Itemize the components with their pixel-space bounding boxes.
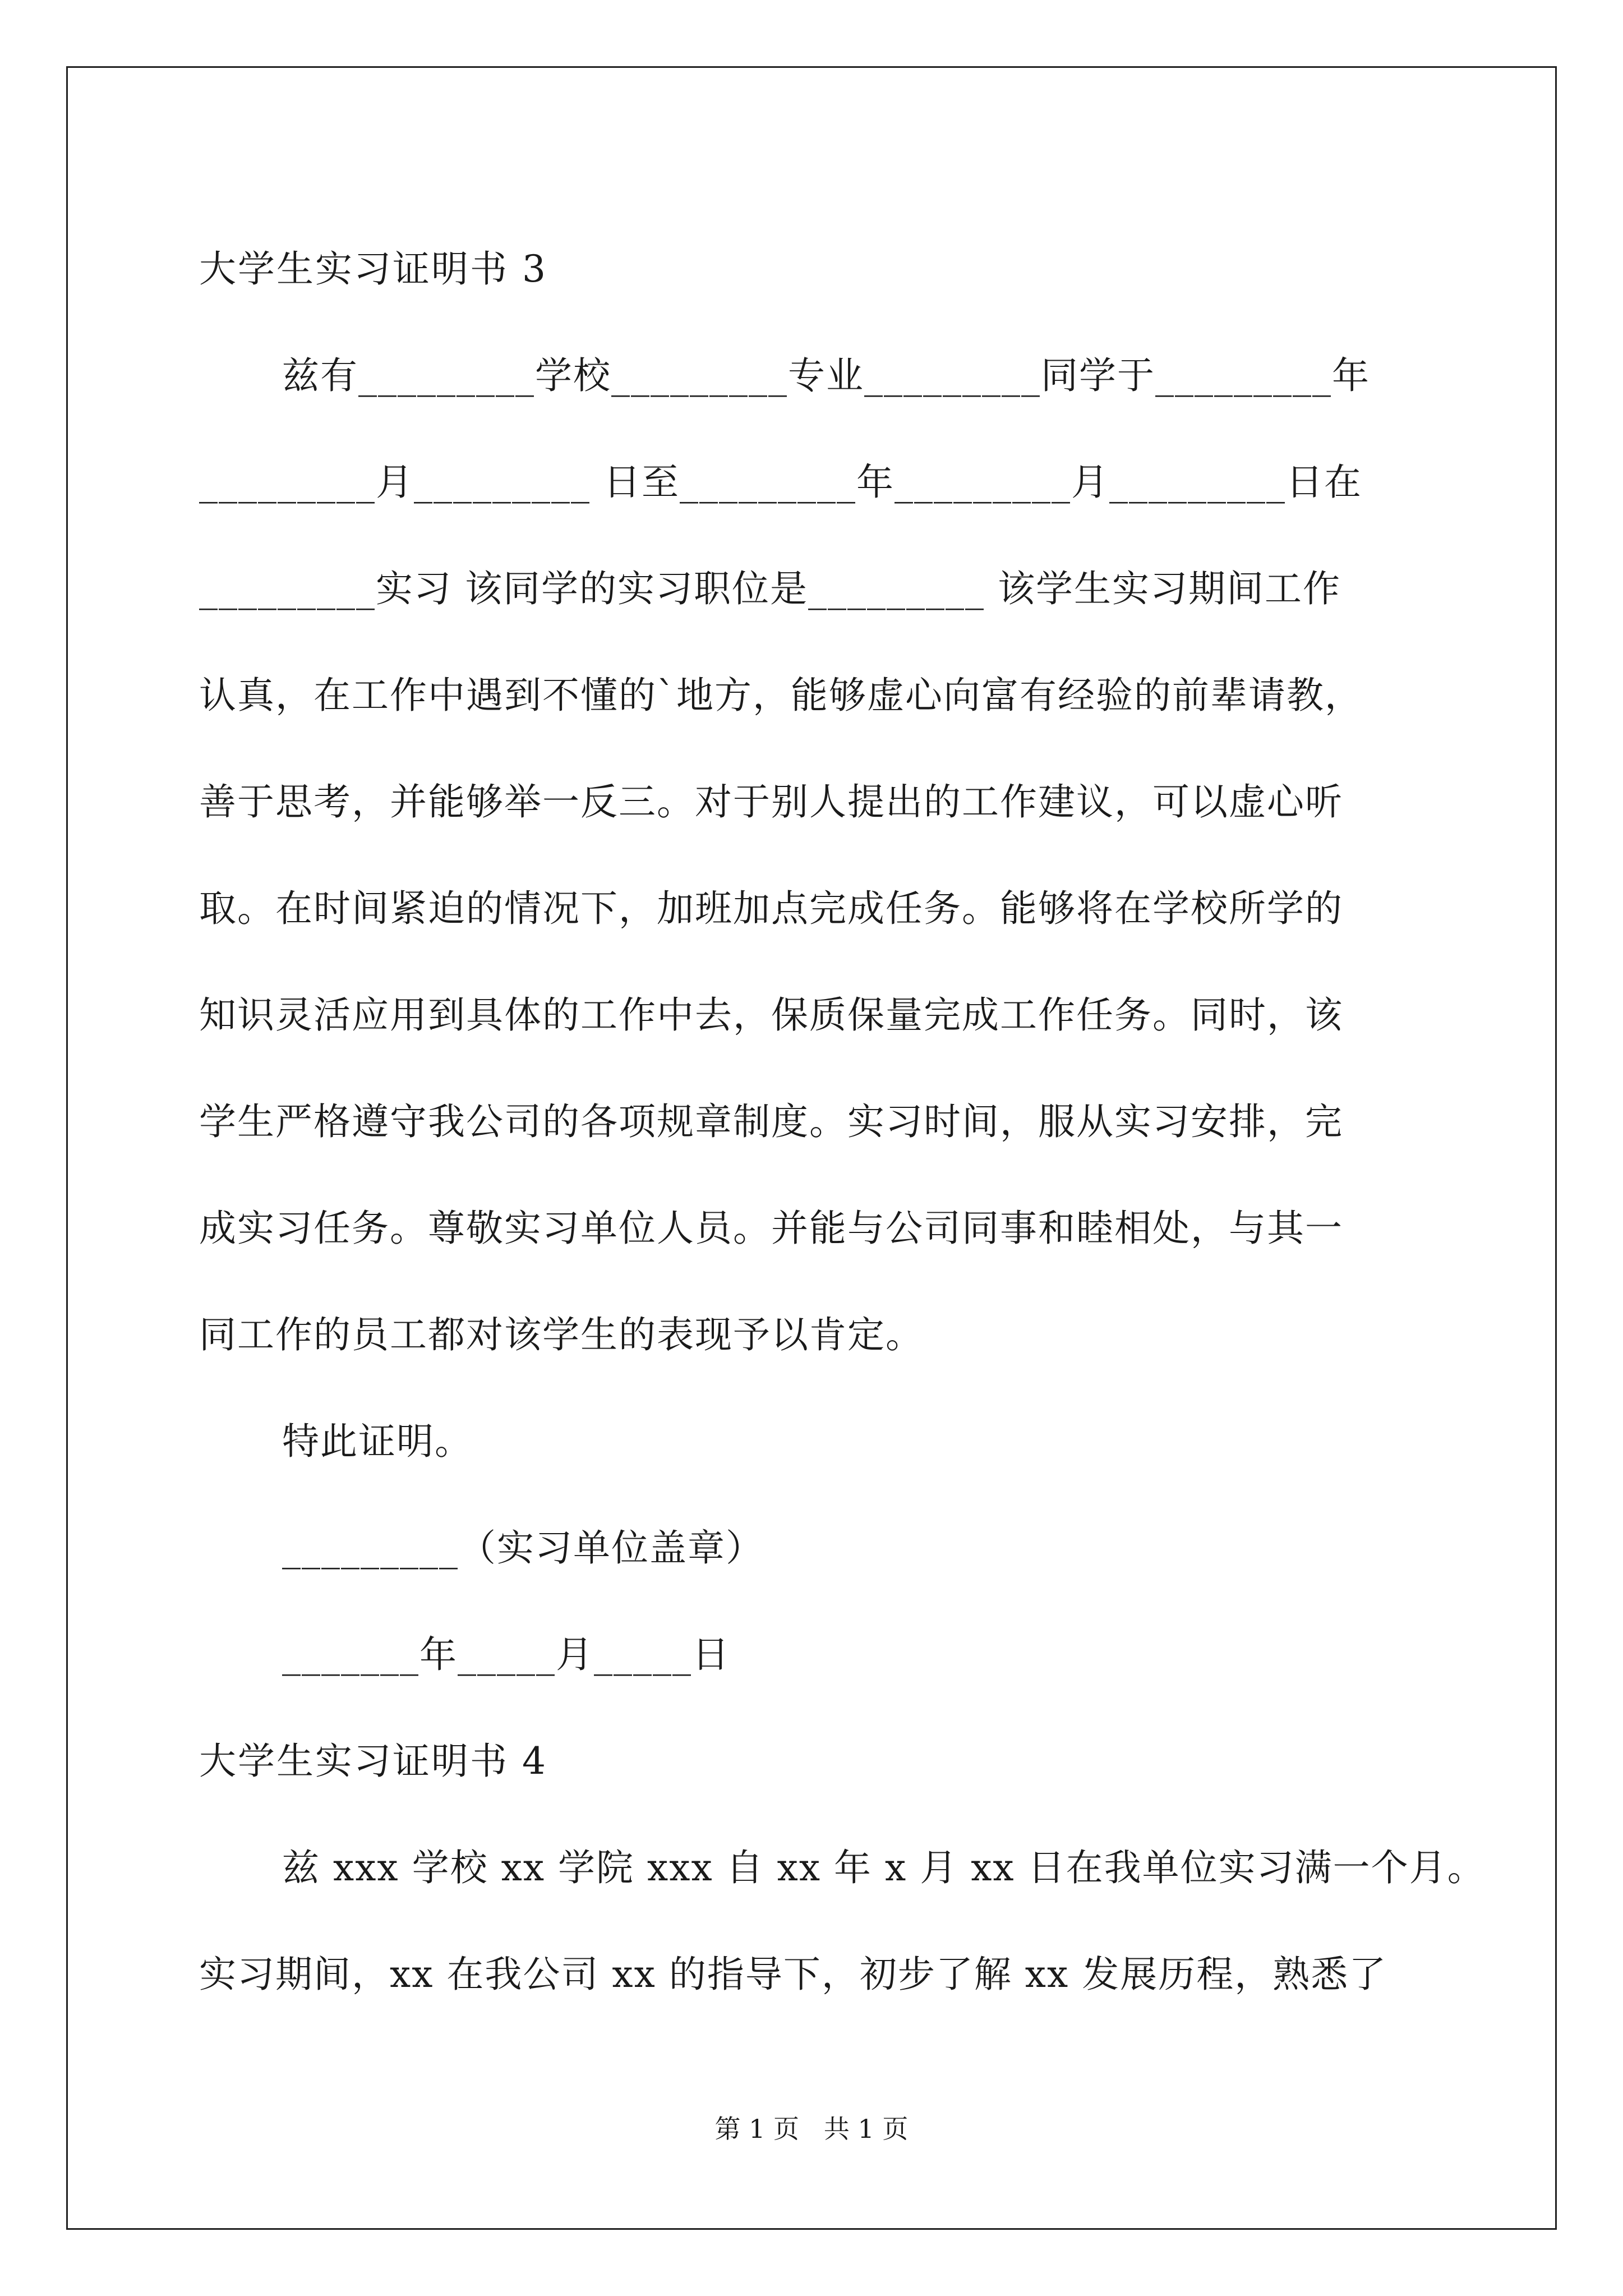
paragraph-line: 兹 xxx 学校 xx 学院 xxx 自 xx 年 x 月 xx 日在我单位实习满一个月。 <box>282 1846 1486 1889</box>
section-title: 大学生实习证明书 3 <box>199 247 547 291</box>
paragraph-line: 实习期间，xx 在我公司 xx 的指导下，初步了解 xx 发展历程，熟悉了 <box>199 1953 1387 1996</box>
stamp-line: _________（实习单位盖章） <box>282 1526 764 1570</box>
paragraph-line: 取。在时间紧迫的情况下，加班加点完成任务。能够将在学校所学的 <box>199 887 1343 930</box>
paragraph-line: 成实习任务。尊敬实习单位人员。并能与公司同事和睦相处，与其一 <box>199 1207 1343 1250</box>
paragraph-line: _________实习 该同学的实习职位是_________ 该学生实习期间工作 <box>199 567 1341 610</box>
paragraph-line: 学生严格遵守我公司的各项规章制度。实习时间，服从实习安排，完 <box>199 1100 1343 1143</box>
document-body <box>199 216 1489 2028</box>
date-line: _______年_____月_____日 <box>282 1633 730 1676</box>
paragraph-line: 兹有_________学校_________专业_________同学于_________年 <box>282 354 1370 397</box>
page-footer: 第 1 页 共 1 页 <box>714 2114 909 2144</box>
section-title: 大学生实习证明书 4 <box>199 1740 547 1783</box>
closing-line: 特此证明。 <box>282 1420 473 1463</box>
paragraph-line: 同工作的员工都对该学生的表现予以肯定。 <box>199 1313 924 1356</box>
paragraph-line: 善于思考，并能够举一反三。对于别人提出的工作建议，可以虚心听 <box>199 780 1343 823</box>
paragraph-line: 认真，在工作中遇到不懂的`地方，能够虚心向富有经验的前辈请教， <box>199 674 1363 717</box>
paragraph-line: _________月_________ 日至_________年_________月_________日在 <box>199 461 1362 504</box>
paragraph-line: 知识灵活应用到具体的工作中去，保质保量完成工作任务。同时，该 <box>199 993 1343 1037</box>
